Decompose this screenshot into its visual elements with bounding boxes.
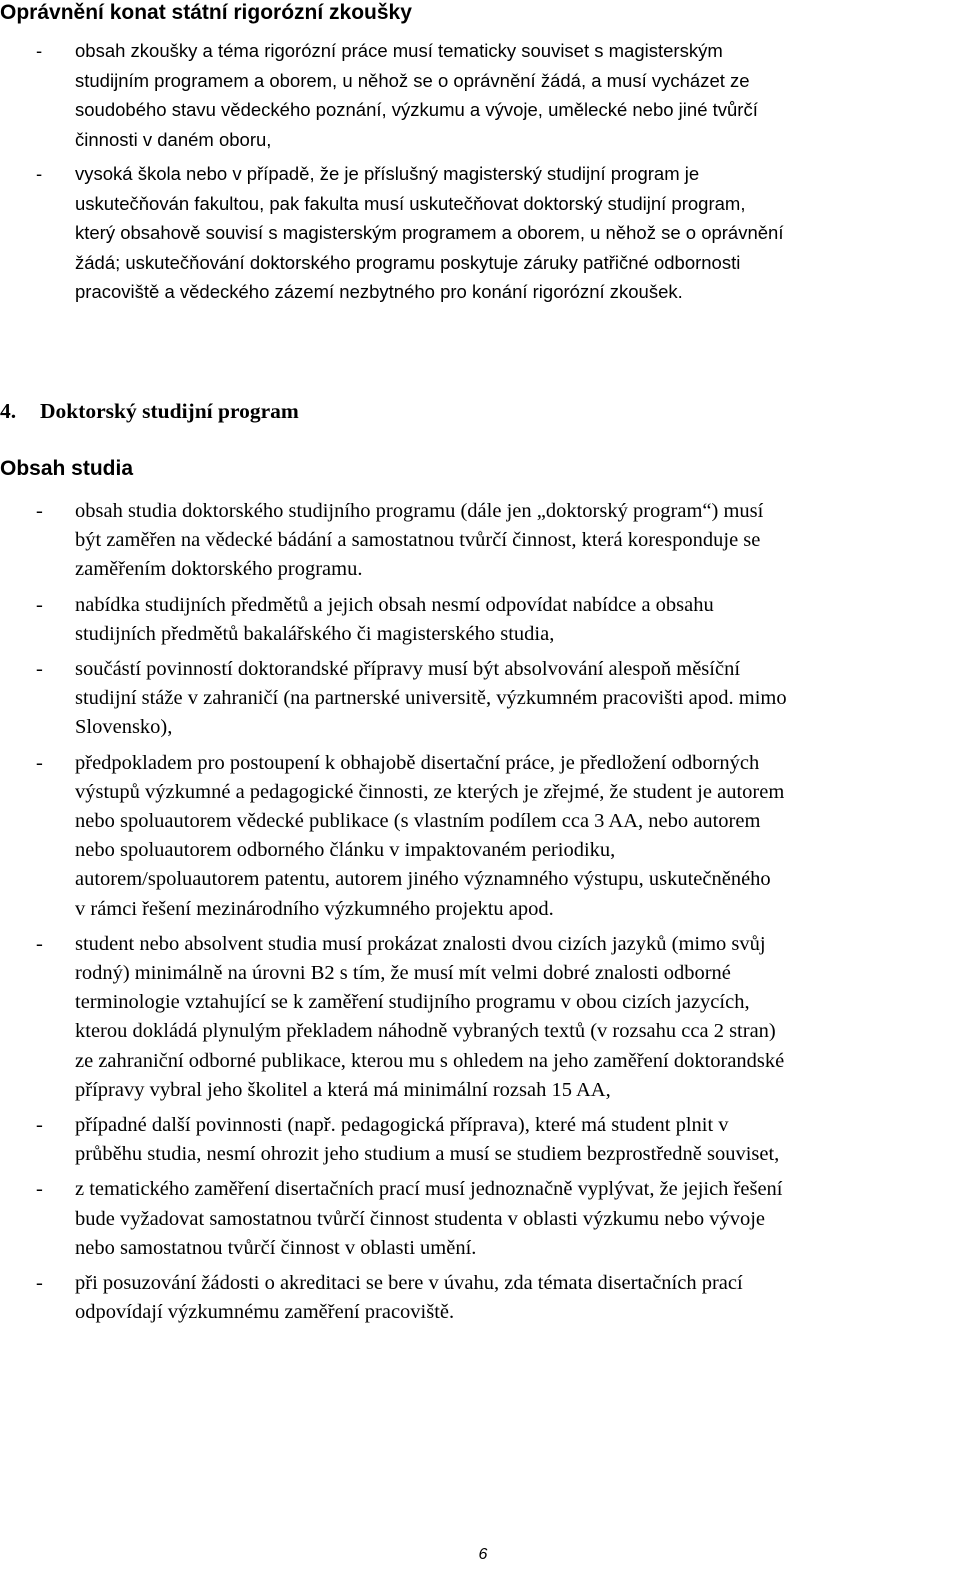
list-item-line: pracoviště a vědeckého zázemí nezbytného pro konání rigorózní zkoušek. [75,281,683,302]
list-item-line: nabídka studijních předmětů a jejich obsah nesmí odpovídat nabídce a obsahu [75,593,714,616]
list-item [0,930,960,1105]
list-item-line: být zaměřen na vědecké bádání a samostatnou tvůrčí činnost, která koresponduje se [75,529,761,552]
rigorous-exams-list [0,36,960,307]
list-item [0,1175,960,1263]
list-bullet: - [36,751,43,774]
list-item-line: uskutečňován fakultou, pak fakulta musí uskutečňovat doktorský studijní program, [75,192,746,214]
page-footer [0,1545,960,1565]
list-item-line: součástí povinností doktorandské přípravy musí být absolvování alespoň měsíční [75,658,741,681]
section-heading-rigorous-exams: Oprávnění konat státní rigorózní zkoušky [0,1,412,24]
subheading-study-content: Obsah studia [0,457,134,480]
list-item-line: studijním programem a oborem, u něhož se o oprávnění žádá, a musí vycházet ze [75,69,750,91]
list-item [0,497,960,585]
list-item [0,749,960,924]
study-content-list [0,497,960,1327]
list-bullet: - [36,658,43,681]
list-item-line: soudobého stavu vědeckého poznání, výzkumu a vývoje, umělecké nebo jiné tvůrčí [75,99,758,120]
list-item-line: studijní stáže v zahraničí (na partnerské universitě, výzkumném pracovišti apod. mimo [75,687,787,710]
list-item-line: obsah zkoušky a téma rigorózní práce musí tematicky souviset s magisterským [75,40,723,61]
list-bullet: - [36,500,43,522]
list-item-line: průběhu studia, nesmí ohrozit jeho studium a musí se studiem bezprostředně souviset, [75,1143,780,1166]
list-bullet: - [36,1178,43,1201]
list-item-line: student nebo absolvent studia musí prokázat znalosti dvou cizích jazyků (mimo svůj [75,932,766,955]
list-item-line: zaměřením doktorského programu. [75,558,363,581]
list-bullet: - [36,163,43,184]
list-item-line: Slovensko), [75,716,173,739]
list-bullet: - [36,593,43,616]
list-item-line: z tematického zaměření disertačních prací musí jednoznačně vyplývat, že jejich řešení [75,1178,783,1201]
list-item-line: bude vyžadovat samostatnou tvůrčí činnost studenta v oblasti výzkumu nebo vývoje [75,1207,766,1230]
list-item-line: autorem/spoluautorem patentu, autorem jiného významného výstupu, uskutečněného [75,868,771,891]
list-item [0,1269,960,1327]
list-item-line: studijních předmětů bakalářského či magisterského studia, [75,622,555,645]
list-item-line: nebo spoluautorem vědecké publikace (s vlastním podílem cca 3 AA, nebo autorem [75,810,761,833]
list-item-line: který obsahově souvisí s magisterským programem a oborem, u něhož se o oprávnění [75,222,784,243]
list-item-line: obsah studia doktorského studijního programu (dále jen „doktorský program“) musí [75,500,764,522]
list-bullet: - [36,1272,43,1295]
list-item-line: terminologie vztahující se k zaměření studijního programu v obou cizích jazycích, [75,991,750,1014]
list-item [0,655,960,743]
list-item [0,1111,960,1169]
list-item-line: odpovídají výzkumnému zaměření pracoviště. [75,1301,455,1324]
list-item-line: případné další povinnosti (např. pedagogická příprava), které má student plnit v [75,1114,729,1137]
list-item-line: předpokladem pro postoupení k obhajobě disertační práce, je předložení odborných [75,751,760,774]
list-item-line: žádá; uskutečňování doktorského programu poskytuje záruky patřičné odbornosti [75,251,741,273]
list-item [0,159,960,307]
list-bullet: - [36,1114,43,1137]
page-number: 6 [478,1546,488,1563]
list-item-line: rodný) minimálně na úrovni B2 s tím, že musí mít velmi dobré znalosti odborné [75,962,731,985]
list-item-line: kterou dokládá plynulým překladem náhodně vybraných textů (v rozsahu cca 2 stran) [75,1020,776,1043]
list-item [0,591,960,649]
list-item-line: v rámci řešení mezinárodního výzkumného projektu apod. [75,897,554,920]
list-item-line: přípravy vybral jeho školitel a která má minimální rozsah 15 AA, [75,1078,611,1101]
list-bullet: - [36,932,43,955]
list-item-line: výstupů výzkumné a pedagogické činnosti, ze kterých je zřejmé, že student je autorem [75,780,785,803]
list-item [0,36,960,154]
list-item-line: ze zahraniční odborné publikace, kterou mu s ohledem na jeho zaměření doktorandské [75,1049,785,1072]
section-heading-doctoral-program [0,398,299,424]
section-title: Doktorský studijní program [40,399,299,423]
list-item-line: vysoká škola nebo v případě, že je příslušný magisterský studijní program je [75,163,700,184]
list-item-line: při posuzování žádosti o akreditaci se bere v úvahu, zda témata disertačních prací [75,1272,743,1295]
list-bullet: - [36,40,43,61]
list-item-line: nebo samostatnou tvůrčí činnost v oblasti umění. [75,1236,477,1259]
list-item-line: nebo spoluautorem odborného článku v impaktovaném periodiku, [75,839,616,862]
section-number: 4. [0,399,17,423]
list-item-line: činnosti v daném oboru, [75,128,272,150]
